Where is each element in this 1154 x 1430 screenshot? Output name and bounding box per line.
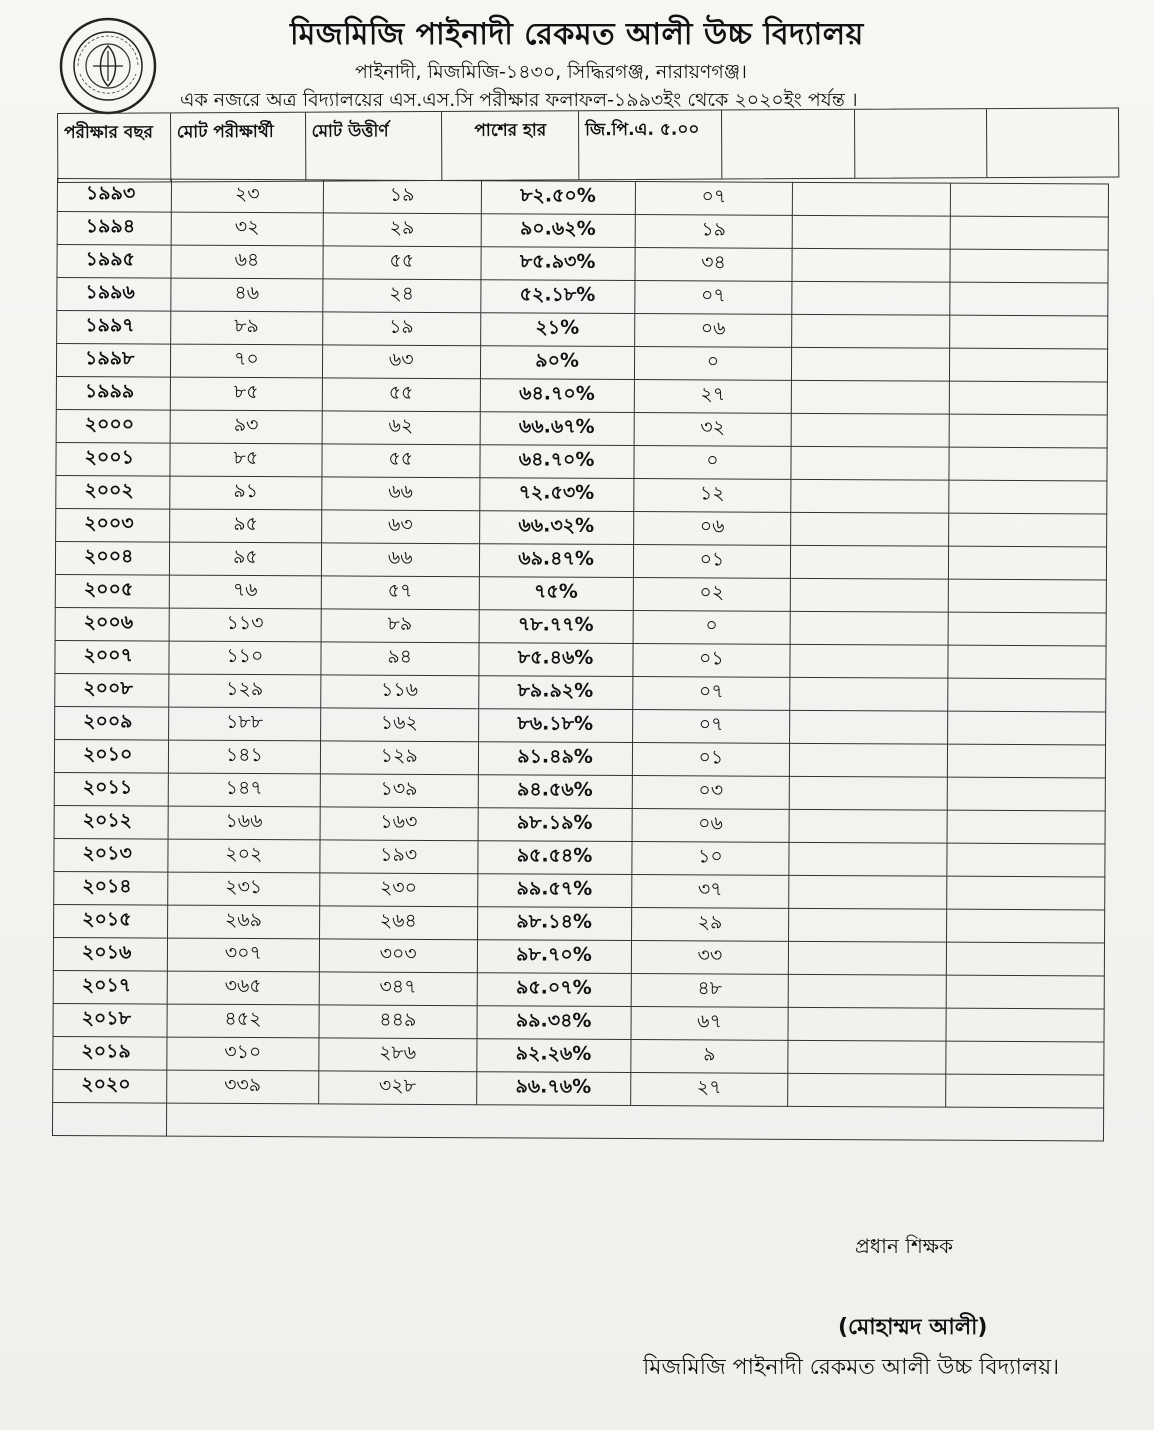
table-row bbox=[56, 508, 1117, 547]
column-header-empty-3 bbox=[987, 108, 1118, 177]
empty-cell bbox=[949, 381, 1107, 415]
pass-rate-cell: ৯৯.৩৪% bbox=[477, 1006, 631, 1040]
passed-cell: ৫৫ bbox=[323, 246, 481, 280]
examinees-cell: ৪৫২ bbox=[167, 1004, 319, 1038]
empty-cell bbox=[788, 1007, 946, 1041]
pass-rate-cell: ৬৬.৬৭% bbox=[480, 412, 634, 446]
empty-cell bbox=[946, 975, 1104, 1009]
gpa5-cell: ০৭ bbox=[632, 677, 790, 711]
year-cell: ২০১৩ bbox=[54, 838, 168, 872]
pass-rate-cell: ৯২.২৬% bbox=[476, 1039, 630, 1073]
table-row bbox=[57, 179, 1118, 218]
year-cell: ২০১৯ bbox=[53, 1036, 167, 1070]
table-header bbox=[57, 107, 1119, 183]
empty-cell bbox=[1107, 481, 1117, 514]
year-cell: ২০০৯ bbox=[55, 706, 169, 740]
passed-cell: ৩০৩ bbox=[319, 939, 477, 973]
year-cell: ১৯৯৬ bbox=[57, 278, 171, 312]
year-cell: ২০১৮ bbox=[53, 1003, 167, 1037]
examinees-cell: ১২৯ bbox=[169, 674, 321, 708]
gpa5-cell: ৩৩ bbox=[631, 941, 789, 975]
pass-rate-cell: ৯৬.৭৬% bbox=[476, 1072, 630, 1106]
school-seal-logo bbox=[58, 16, 158, 116]
table-row bbox=[55, 574, 1116, 613]
empty-cell bbox=[791, 578, 949, 612]
gpa5-cell: ০৭ bbox=[632, 710, 790, 744]
year-cell: ২০০৬ bbox=[55, 607, 169, 641]
empty-cell bbox=[946, 942, 1104, 976]
empty-cell bbox=[1103, 1108, 1113, 1141]
gpa5-cell: ০ bbox=[634, 347, 792, 381]
gpa5-cell: ৬৭ bbox=[631, 1007, 789, 1041]
table-row bbox=[55, 640, 1116, 679]
column-header-year: পরীক্ষার বছর bbox=[58, 113, 171, 182]
gpa5-cell: ০২ bbox=[633, 578, 791, 612]
table-row bbox=[56, 376, 1117, 415]
gpa5-cell: ২৯ bbox=[631, 908, 789, 942]
empty-cell bbox=[793, 182, 951, 216]
empty-cell bbox=[1106, 646, 1116, 679]
gpa5-cell: ০৬ bbox=[633, 512, 791, 546]
empty-cell bbox=[1104, 976, 1114, 1009]
table-row bbox=[54, 772, 1115, 811]
empty-cell bbox=[1108, 250, 1118, 283]
empty-cell bbox=[790, 677, 948, 711]
column-header-gpa5: জি.পি.এ. ৫.০০ bbox=[579, 111, 722, 180]
column-header-total-examinees: মোট পরীক্ষার্থী bbox=[171, 113, 306, 182]
table-row bbox=[53, 970, 1114, 1009]
gpa5-cell: ১০ bbox=[631, 842, 789, 876]
examinees-cell: ৩৩৯ bbox=[167, 1070, 319, 1104]
results-table-body bbox=[52, 179, 1118, 1141]
empty-cell bbox=[1107, 514, 1117, 547]
empty-cell bbox=[791, 545, 949, 579]
examinees-cell: ৩০৭ bbox=[167, 938, 319, 972]
school-title: মিজমিজি পাইনাদী রেকমত আলী উচ্চ বিদ্যালয় bbox=[290, 17, 864, 52]
table-row bbox=[54, 739, 1115, 778]
year-cell: ২০১২ bbox=[54, 805, 168, 839]
column-header-empty-2 bbox=[854, 109, 987, 178]
table-row bbox=[55, 541, 1116, 580]
pass-rate-cell: ৯৫.৫৪% bbox=[478, 841, 632, 875]
gpa5-cell: ০৬ bbox=[634, 314, 792, 348]
pass-rate-cell: ২১% bbox=[480, 313, 634, 347]
empty-cell bbox=[1105, 844, 1115, 877]
table-row-empty bbox=[52, 1102, 1113, 1140]
empty-cell bbox=[948, 579, 1106, 613]
gpa5-cell: ৯ bbox=[630, 1040, 788, 1074]
year-cell: ২০০৫ bbox=[55, 574, 169, 608]
empty-cell bbox=[1104, 943, 1114, 976]
passed-cell: ৬৩ bbox=[322, 345, 480, 379]
gpa5-cell: ৩২ bbox=[634, 413, 792, 447]
empty-cell bbox=[789, 941, 947, 975]
pass-rate-cell: ৮৯.৯২% bbox=[478, 676, 632, 710]
passed-cell: ২৬৪ bbox=[319, 906, 477, 940]
empty-cell bbox=[52, 1102, 166, 1135]
examinees-cell: ৮৫ bbox=[170, 443, 322, 477]
passed-cell: ২৯ bbox=[323, 213, 481, 247]
empty-cell bbox=[791, 413, 949, 447]
empty-cell bbox=[1106, 613, 1116, 646]
year-cell: ১৯৯৪ bbox=[57, 212, 171, 246]
empty-cell bbox=[789, 908, 947, 942]
empty-cell bbox=[947, 843, 1105, 877]
principal-designation: প্রধান শিক্ষক bbox=[855, 1234, 953, 1258]
examinees-cell: ৬৪ bbox=[171, 245, 323, 279]
pass-rate-cell: ৯১.৪৯% bbox=[478, 742, 632, 776]
gpa5-cell: ০৬ bbox=[632, 809, 790, 843]
year-cell: ১৯৯৯ bbox=[56, 376, 170, 410]
gpa5-cell: ৪৮ bbox=[631, 974, 789, 1008]
empty-cell bbox=[1104, 910, 1114, 943]
examinees-cell: ৭০ bbox=[170, 344, 322, 378]
column-header-empty-1 bbox=[722, 110, 855, 179]
gpa5-cell: ৩৭ bbox=[631, 875, 789, 909]
examinees-cell: ১৪১ bbox=[168, 740, 320, 774]
gpa5-cell: ০ bbox=[633, 611, 791, 645]
empty-cell bbox=[788, 1040, 946, 1074]
gpa5-cell: ০৩ bbox=[632, 776, 790, 810]
empty-cell bbox=[792, 347, 950, 381]
table-row bbox=[56, 409, 1117, 448]
empty-cell bbox=[790, 743, 948, 777]
pass-rate-cell: ৯৮.১৪% bbox=[477, 907, 631, 941]
empty-cell bbox=[788, 1073, 946, 1107]
empty-cell bbox=[949, 546, 1107, 580]
pass-rate-cell: ৮২.৫০% bbox=[481, 181, 635, 215]
empty-cell bbox=[792, 281, 950, 315]
pass-rate-cell: ৯০% bbox=[480, 346, 634, 380]
passed-cell: ২৮৬ bbox=[319, 1038, 477, 1072]
passed-cell: ২৩০ bbox=[319, 873, 477, 907]
examinees-cell: ৪৬ bbox=[171, 278, 323, 312]
pass-rate-cell: ৫২.১৮% bbox=[480, 280, 634, 314]
empty-cell bbox=[792, 314, 950, 348]
table-row bbox=[57, 278, 1118, 317]
passed-cell: ৬৬ bbox=[322, 477, 480, 511]
empty-cell bbox=[1104, 1075, 1114, 1108]
table-row bbox=[54, 838, 1115, 877]
passed-cell: ৫৫ bbox=[322, 378, 480, 412]
year-cell: ২০০১ bbox=[56, 442, 170, 476]
passed-cell: ৩২৮ bbox=[318, 1071, 476, 1105]
table-row bbox=[54, 904, 1115, 943]
empty-cell bbox=[791, 446, 949, 480]
empty-cell bbox=[789, 974, 947, 1008]
empty-cell bbox=[948, 645, 1106, 679]
empty-cell bbox=[950, 249, 1108, 283]
passed-cell: ৮৯ bbox=[321, 609, 479, 643]
pass-rate-cell: ৯৮.১৯% bbox=[478, 808, 632, 842]
examinees-cell: ২৬৯ bbox=[167, 905, 319, 939]
gpa5-cell: ০৭ bbox=[635, 182, 793, 216]
examinees-cell: ১১০ bbox=[169, 641, 321, 675]
empty-cell bbox=[1107, 448, 1117, 481]
pass-rate-cell: ৯৮.৭০% bbox=[477, 940, 631, 974]
empty-cell bbox=[790, 776, 948, 810]
passed-cell: ১৯৩ bbox=[320, 840, 478, 874]
empty-cell bbox=[949, 480, 1107, 514]
examinees-cell: ৯৩ bbox=[170, 410, 322, 444]
passed-cell: ১২৯ bbox=[320, 741, 478, 775]
empty-cell bbox=[1107, 415, 1117, 448]
empty-cell bbox=[946, 1041, 1104, 1075]
footer-school-name: মিজমিজি পাইনাদী রেকমত আলী উচ্চ বিদ্যালয়। bbox=[643, 1355, 1060, 1380]
year-cell: ২০০৭ bbox=[55, 640, 169, 674]
examinees-cell: ৩১০ bbox=[167, 1037, 319, 1071]
empty-cell bbox=[950, 282, 1108, 316]
empty-cell bbox=[1108, 283, 1118, 316]
empty-cell bbox=[1104, 1009, 1114, 1042]
empty-cell bbox=[950, 183, 1108, 217]
empty-cell bbox=[1105, 745, 1115, 778]
column-header-total-passed: মোট উত্তীর্ণ bbox=[306, 112, 443, 181]
empty-cell bbox=[948, 612, 1106, 646]
gpa5-cell: ১২ bbox=[633, 479, 791, 513]
examinees-cell: ১৬৬ bbox=[168, 806, 320, 840]
gpa5-cell: ২৭ bbox=[634, 380, 792, 414]
year-cell: ১৯৯৩ bbox=[57, 179, 171, 213]
pass-rate-cell: ৯৯.৫৭% bbox=[477, 874, 631, 908]
empty-cell bbox=[1106, 679, 1116, 712]
table-row bbox=[57, 212, 1118, 251]
examinees-cell: ২০২ bbox=[168, 839, 320, 873]
table-row bbox=[56, 442, 1117, 481]
empty-cell bbox=[793, 215, 951, 249]
pass-rate-cell: ৭৮.৭৭% bbox=[479, 610, 633, 644]
empty-cell bbox=[950, 216, 1108, 250]
empty-cell bbox=[792, 380, 950, 414]
empty-cell bbox=[789, 842, 947, 876]
pass-rate-cell: ৯৪.৫৬% bbox=[478, 775, 632, 809]
table-row bbox=[55, 607, 1116, 646]
empty-cell bbox=[790, 611, 948, 645]
empty-cell bbox=[949, 513, 1107, 547]
passed-cell: ৬৬ bbox=[321, 543, 479, 577]
examinees-cell: ১১৩ bbox=[169, 608, 321, 642]
gpa5-cell: ১৯ bbox=[635, 215, 793, 249]
gpa5-cell: ০১ bbox=[633, 545, 791, 579]
empty-cell bbox=[790, 644, 948, 678]
year-cell: ১৯৯৮ bbox=[56, 344, 170, 378]
gpa5-cell: ২৭ bbox=[630, 1073, 788, 1107]
empty-cell bbox=[1107, 349, 1117, 382]
table-row bbox=[55, 706, 1116, 745]
empty-cell bbox=[1105, 877, 1115, 910]
empty-cell bbox=[947, 876, 1105, 910]
results-table bbox=[52, 178, 1119, 1141]
examinees-cell: ১৮৮ bbox=[169, 707, 321, 741]
examinees-cell: ৮৫ bbox=[170, 377, 322, 411]
year-cell: ২০০৩ bbox=[56, 508, 170, 542]
passed-cell: ১৬৩ bbox=[320, 807, 478, 841]
empty-cell bbox=[1105, 712, 1115, 745]
year-cell: ২০১০ bbox=[54, 739, 168, 773]
empty-cell bbox=[1106, 547, 1116, 580]
passed-cell: ১৬২ bbox=[320, 708, 478, 742]
year-cell: ১৯৯৫ bbox=[57, 245, 171, 279]
empty-cell bbox=[950, 348, 1108, 382]
year-cell: ২০০৪ bbox=[55, 541, 169, 575]
empty-cell bbox=[947, 810, 1105, 844]
table-row bbox=[53, 1069, 1114, 1108]
year-cell: ২০১৬ bbox=[53, 937, 167, 971]
table-row bbox=[57, 245, 1118, 284]
year-cell: ১৯৯৭ bbox=[57, 311, 171, 345]
empty-cell bbox=[792, 248, 950, 282]
empty-cell bbox=[948, 744, 1106, 778]
empty-cell bbox=[1108, 184, 1118, 217]
examinees-cell: ১৪৭ bbox=[168, 773, 320, 807]
empty-cell bbox=[946, 1074, 1104, 1108]
empty-cell bbox=[791, 512, 949, 546]
passed-cell: ৫৫ bbox=[322, 444, 480, 478]
empty-cell bbox=[947, 909, 1105, 943]
principal-name: (মোহাম্মদ আলী) bbox=[838, 1315, 988, 1340]
empty-cell bbox=[946, 1008, 1104, 1042]
table-row bbox=[54, 871, 1115, 910]
examinees-cell: ২৩১ bbox=[168, 872, 320, 906]
examinees-cell: ৩২ bbox=[171, 212, 323, 246]
empty-cell bbox=[1108, 217, 1118, 250]
passed-cell: ১৩৯ bbox=[320, 774, 478, 808]
empty-cell bbox=[166, 1103, 1103, 1140]
examinees-cell: ৯৫ bbox=[170, 509, 322, 543]
passed-cell: ৫৭ bbox=[321, 576, 479, 610]
year-cell: ২০১৫ bbox=[54, 904, 168, 938]
examinees-cell: ৯১ bbox=[170, 476, 322, 510]
year-cell: ২০২০ bbox=[53, 1069, 167, 1103]
pass-rate-cell: ৭২.৫৩% bbox=[479, 478, 633, 512]
empty-cell bbox=[1106, 580, 1116, 613]
passed-cell: ১১৬ bbox=[321, 675, 479, 709]
empty-cell bbox=[1105, 778, 1115, 811]
empty-cell bbox=[950, 315, 1108, 349]
table-row bbox=[56, 344, 1117, 383]
pass-rate-cell: ৬৬.৩২% bbox=[479, 511, 633, 545]
examinees-cell: ৩৬৫ bbox=[167, 971, 319, 1005]
examinees-cell: ৭৬ bbox=[169, 575, 321, 609]
gpa5-cell: ০১ bbox=[632, 743, 790, 777]
column-header-pass-rate: পাশের হার bbox=[442, 111, 579, 180]
table-row bbox=[54, 805, 1115, 844]
empty-cell bbox=[949, 447, 1107, 481]
year-cell: ২০১৭ bbox=[53, 970, 167, 1004]
pass-rate-cell: ৮৫.৪৬% bbox=[479, 643, 633, 677]
empty-cell bbox=[948, 711, 1106, 745]
pass-rate-cell: ৬৯.৪৭% bbox=[479, 544, 633, 578]
year-cell: ২০১৪ bbox=[54, 871, 168, 905]
pass-rate-cell: ৯৫.০৭% bbox=[477, 973, 631, 1007]
passed-cell: ৬৩ bbox=[321, 510, 479, 544]
pass-rate-cell: ৬৪.৭০% bbox=[480, 379, 634, 413]
table-row bbox=[53, 1036, 1114, 1075]
document-subtitle: এক নজরে অত্র বিদ্যালয়ের এস.এস.সি পরীক্ষার ফলাফল-১৯৯৩ইং থেকে ২০২০ইং পর্যন্ত । bbox=[180, 89, 858, 111]
table-row bbox=[57, 311, 1118, 350]
empty-cell bbox=[947, 777, 1105, 811]
passed-cell: ২৪ bbox=[323, 279, 481, 313]
pass-rate-cell: ৮৫.৯৩% bbox=[481, 247, 635, 281]
year-cell: ২০০৮ bbox=[55, 673, 169, 707]
pass-rate-cell: ৬৪.৭০% bbox=[480, 445, 634, 479]
passed-cell: ১৯ bbox=[323, 180, 481, 214]
table-row bbox=[55, 673, 1116, 712]
year-cell: ২০১১ bbox=[54, 772, 168, 806]
empty-cell bbox=[1105, 811, 1115, 844]
empty-cell bbox=[1104, 1042, 1114, 1075]
pass-rate-cell: ৯০.৬২% bbox=[481, 214, 635, 248]
pass-rate-cell: ৮৬.১৮% bbox=[478, 709, 632, 743]
empty-cell bbox=[789, 809, 947, 843]
passed-cell: ১৯ bbox=[322, 312, 480, 346]
table-row bbox=[56, 475, 1117, 514]
pass-rate-cell: ৭৫% bbox=[479, 577, 633, 611]
empty-cell bbox=[791, 479, 949, 513]
examinees-cell: ২৩ bbox=[171, 179, 323, 213]
empty-cell bbox=[789, 875, 947, 909]
empty-cell bbox=[1107, 382, 1117, 415]
passed-cell: ৬২ bbox=[322, 411, 480, 445]
passed-cell: ৯৪ bbox=[321, 642, 479, 676]
passed-cell: ৪৪৯ bbox=[319, 1005, 477, 1039]
examinees-cell: ৯৫ bbox=[169, 542, 321, 576]
gpa5-cell: ০ bbox=[633, 446, 791, 480]
table-row bbox=[53, 1003, 1114, 1042]
table-row bbox=[53, 937, 1114, 976]
year-cell: ২০০০ bbox=[56, 409, 170, 443]
passed-cell: ৩৪৭ bbox=[319, 972, 477, 1006]
gpa5-cell: ৩৪ bbox=[635, 248, 793, 282]
school-address: পাইনাদী, মিজমিজি-১৪৩০, সিদ্ধিরগঞ্জ, নারায়ণগঞ্জ। bbox=[355, 61, 747, 83]
empty-cell bbox=[948, 678, 1106, 712]
empty-cell bbox=[949, 414, 1107, 448]
examinees-cell: ৮৯ bbox=[171, 311, 323, 345]
empty-cell bbox=[790, 710, 948, 744]
year-cell: ২০০২ bbox=[56, 475, 170, 509]
empty-cell bbox=[1108, 316, 1118, 349]
gpa5-cell: ০১ bbox=[632, 644, 790, 678]
gpa5-cell: ০৭ bbox=[634, 281, 792, 315]
